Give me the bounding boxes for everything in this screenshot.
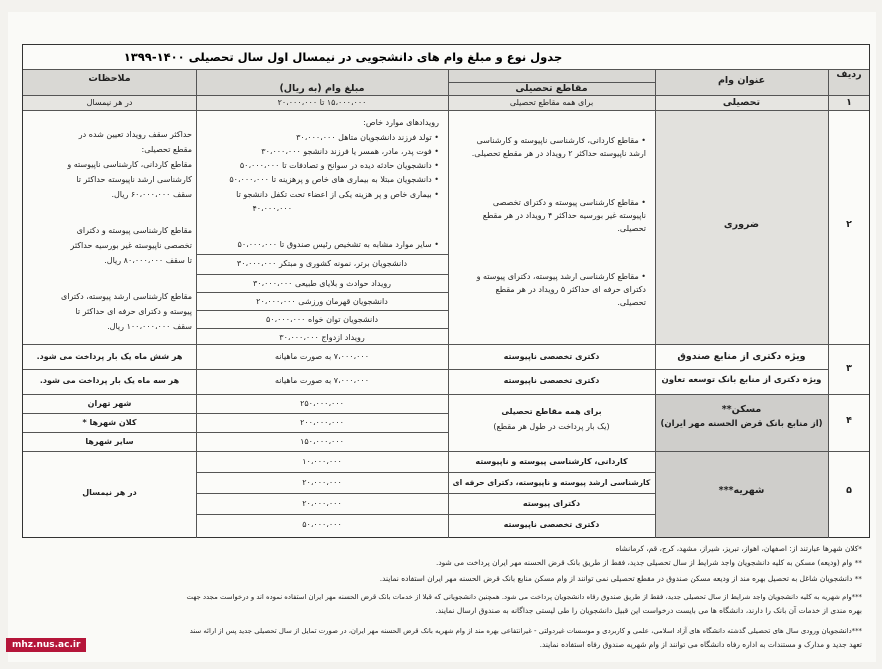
row2-maghate-line: • مقاطع کارشناسی ارشد پیوسته، دکترای پیوسته و: [476, 272, 646, 281]
line-sub-r2-2: [196, 274, 448, 275]
line-row3a-bottom: [23, 369, 828, 370]
row4-maghate-title: برای همه مقاطع تحصیلی: [501, 407, 602, 416]
col-line-onvan: [655, 69, 656, 538]
header-maghate: مقاطع تحصیلی: [515, 83, 588, 94]
row4-mablagh: ۲۰۰،۰۰۰،۰۰۰: [300, 418, 344, 427]
row2-num: ۲: [846, 219, 852, 230]
row2-maghate-line: • مقاطع کاردانی، کارشناسی ناپیوسته و کارشناسی: [476, 136, 646, 145]
col-line-radif: [828, 69, 829, 538]
header-molahezat: ملاحظات: [88, 73, 131, 84]
row5-onvan: شهریه***: [718, 485, 765, 496]
row2-molahezat-line: سقف ۱۰۰،۰۰۰،۰۰۰ ریال.: [107, 322, 192, 331]
row4-molahezat: کلان شهرها *: [82, 418, 137, 427]
row2-maghate-line: تحصیلی.: [617, 298, 646, 307]
line-row3-bottom: [23, 394, 869, 395]
row2-subrow: رویداد حوادث و بلایای طبیعی ۳۰،۰۰۰،۰۰۰: [252, 279, 392, 288]
row2-subrow: دانشجویان قهرمان ورزشی ۲۰،۰۰۰،۰۰۰: [256, 297, 388, 306]
row5-maghate: کارشناسی ارشد پیوسته و ناپیوسته، دکترای حرفه ای: [452, 478, 651, 487]
row2-molahezat-line: مقاطع کارشناسی ارشد پیوسته، دکترای: [60, 292, 192, 301]
line-row1-bottom: [23, 110, 869, 111]
row5-mablagh: ۲۰،۰۰۰،۰۰۰: [302, 499, 342, 508]
row1-molahezat: در هر نیمسال: [86, 98, 133, 107]
row2-mablagh-item: • فوت پدر، مادر، همسر یا فرزند دانشجو ۳۰،۰۰۰،۰۰۰: [261, 147, 439, 156]
row4-molahezat: سایر شهرها: [85, 437, 134, 446]
row5-mablagh: ۵۰،۰۰۰،۰۰۰: [302, 520, 342, 529]
row5-num: ۵: [846, 485, 852, 496]
row2-maghate-line: دکترای حرفه ای حداکثر ۵ رویداد در هر مقطع: [495, 285, 646, 294]
row2-mablagh-item: • دانشجویان مبتلا به بیماری های خاص و پرهزینه تا ۵۰،۰۰۰،۰۰۰: [229, 175, 439, 184]
row2-onvan: ضروری: [723, 219, 760, 230]
row2-mablagh-item: • تولد فرزند دانشجویان متاهل ۳۰،۰۰۰،۰۰۰: [296, 133, 439, 142]
footnote: ** دانشجویان شاغل به تحصیل بهره مند از ودیعه مسکن صندوق در مقطع تحصیلی نمی توانند از وام مسکن منابع بانک قرض الحسنه مهر ایران استفاده نمایند.: [379, 574, 862, 583]
row4-molahezat: شهر تهران: [87, 399, 132, 408]
row5-mablagh: ۱۰،۰۰۰،۰۰۰: [302, 457, 342, 466]
row5-molahezat: در هر نیمسال: [82, 488, 137, 497]
row4-onvan-title: مسکن**: [721, 404, 762, 415]
footnote: ***دانشجویان ورودی سال های تحصیلی گذشته دانشگاه های آزاد اسلامی، علمی و کاربردی و موسسات غیردولتی - غیرانتفاعی بهره مند از وام شهریه بانک قرض الحسنه مهر ایران، در صورت تمایل از سال تحصیلی جدید پس از ارائه سند: [189, 627, 862, 635]
line-sub-r4-2: [23, 432, 448, 433]
row4-maghate-subtitle: (یک بار پرداخت در طول هر مقطع): [493, 422, 610, 431]
row2-maghate-line: تحصیلی.: [617, 224, 646, 233]
row1-onvan: تحصیلی: [722, 97, 761, 108]
line-sub-r2-1: [196, 254, 448, 255]
row2-maghate-line: ناپیوسته غیر بورسیه حداکثر ۴ رویداد در هر مقطع: [482, 211, 646, 220]
row2-mablagh-header: رویدادهای موارد خاص:: [363, 118, 439, 127]
row3a-molahezat: هر شش ماه یک بار پرداخت می شود.: [36, 352, 183, 361]
row2-mablagh-item: • دانشجویان حادثه دیده در سوانح و تصادفات تا ۵۰،۰۰۰،۰۰۰: [239, 161, 439, 170]
site-watermark: mhz.nus.ac.ir: [6, 638, 86, 652]
line-sub-r2-4: [196, 310, 448, 311]
row3b-mablagh: ۷،۰۰۰،۰۰۰ به صورت ماهیانه: [274, 376, 370, 385]
row5-maghate: کاردانی، کارشناسی پیوسته و ناپیوسته: [475, 457, 628, 466]
row2-maghate-line: • مقاطع کارشناسی پیوسته و دکترای تخصصی: [492, 198, 646, 207]
row2-subrow: دانشجویان برتر، نمونه کشوری و مبتکر ۳۰،۰۰۰،۰۰۰: [236, 259, 408, 268]
line-sub-r5-2: [196, 493, 655, 494]
footnote: تعهد جدید و مدارک و مستندات به اداره رفاه دانشگاه می توانند از وام شهریه صندوق رفاه استفاده نمایند.: [539, 640, 862, 649]
row3a-maghate: دکتری تخصصی ناپیوسته: [503, 352, 600, 361]
row4-onvan-subtitle: (از منابع بانک قرض الحسنه مهر ایران): [660, 419, 823, 429]
header-mablagh: مبلغ وام (به ریال): [279, 83, 365, 94]
row3-num: ۳: [846, 363, 852, 374]
row1-maghate: برای همه مقاطع تحصیلی: [509, 98, 594, 107]
footnote: ***وام شهریه به کلیه دانشجویان واجد شرایط از سال تحصیلی جدید، فقط از طریق صندوق رفاه دانشجویان پرداخت می شود. همچنین دانشجویانی که قبلا از خدمات بانک قرض الحسنه مهر ایران استفاده نموده اند و درخواست مجدد جهت: [186, 593, 862, 601]
row2-molahezat-line: تا سقف ۸۰،۰۰۰،۰۰۰ ریال.: [104, 256, 192, 265]
row2-molahezat-line: مقطع تحصیلی:: [141, 145, 192, 154]
row5-maghate: دکتری تخصصی ناپیوسته: [503, 520, 600, 529]
line-sub-r5-1: [196, 472, 655, 473]
footnote: *کلان شهرها عبارتند از: اصفهان، اهواز، تبریز، شیراز، مشهد، کرج، قم، کرمانشاه: [615, 544, 862, 553]
row3a-onvan: ویژه دکتری از منابع صندوق: [677, 351, 806, 362]
row2-mablagh-item: ۴۰،۰۰۰،۰۰۰: [252, 204, 292, 213]
footnote: ** وام (ودیعه) مسکن به کلیه دانشجویان واجد شرایط از سال تحصیلی جدید، فقط از طریق بانک قرض الحسنه مهر ایران پرداخت می شود.: [435, 558, 862, 567]
line-sub-r5-3: [196, 514, 655, 515]
row3b-onvan: ویژه دکتری از منابع بانک توسعه تعاون: [661, 375, 822, 385]
row4-mablagh: ۲۵۰،۰۰۰،۰۰۰: [300, 399, 344, 408]
row2-molahezat-line: سقف ۶۰،۰۰۰،۰۰۰ ریال.: [111, 190, 192, 199]
row2-mablagh-item: • بیماری خاص و پر هزینه یکی از اعضاء تحت تکفل دانشجو تا: [236, 190, 439, 199]
footnote: بهره مندی از خدمات آن بانک را دارند، دانشگاه ها می بایست درخواست این قبیل دانشجویان را طی لیستی جداگانه به صندوق ارسال نمایند.: [435, 606, 862, 615]
row5-maghate: دکترای پیوسته: [522, 499, 581, 508]
line-sub-r2-3: [196, 292, 448, 293]
row1-num: ۱: [846, 97, 852, 108]
row2-subrow: دانشجویان توان خواه ۵۰،۰۰۰،۰۰۰: [265, 315, 379, 324]
row2-molahezat-line: پیوسته و دکترای حرفه ای حداکثر تا: [75, 307, 192, 316]
row4-num: ۴: [846, 415, 852, 426]
row2-maghate-line: ارشد ناپیوسته حداکثر ۲ رویداد در هر مقطع تحصیلی.: [471, 149, 646, 158]
line-sub-r2-5: [196, 328, 448, 329]
line-sub-r4-1: [23, 413, 448, 414]
line-title-bottom: [23, 69, 869, 70]
row2-mablagh-item: • سایر موارد مشابه به تشخیص رئیس صندوق تا ۵۰،۰۰۰،۰۰۰: [237, 240, 439, 249]
row1-mablagh: ۱۵،۰۰۰،۰۰۰ تا ۲۰،۰۰۰،۰۰۰: [277, 98, 367, 107]
row3b-molahezat: هر سه ماه یک بار پرداخت می شود.: [39, 376, 180, 385]
table-title: جدول نوع و مبلغ وام های دانشجویی در نیمسال اول سال تحصیلی ۱۴۰۰-۱۳۹۹: [123, 50, 563, 64]
line-row2-bottom: [23, 344, 869, 345]
row3a-mablagh: ۷،۰۰۰،۰۰۰ به صورت ماهیانه: [274, 352, 370, 361]
row2-molahezat-line: مقاطع کاردانی، کارشناسی ناپیوسته و: [67, 160, 192, 169]
header-radif: ردیف: [836, 69, 862, 80]
row5-mablagh: ۲۰،۰۰۰،۰۰۰: [302, 478, 342, 487]
row3b-maghate: دکتری تخصصی ناپیوسته: [503, 376, 600, 385]
row2-subrow: رویداد ازدواج ۳۰،۰۰۰،۰۰۰: [279, 333, 365, 342]
header-onvan: عنوان وام: [717, 75, 766, 86]
row2-molahezat-line: کارشناسی ارشد ناپیوسته حداکثر تا: [76, 175, 192, 184]
row2-molahezat-line: مقاطع کارشناسی پیوسته و دکترای: [76, 226, 192, 235]
line-row4-bottom: [23, 451, 869, 452]
row2-molahezat-line: تخصصی ناپیوسته غیر بورسیه حداکثر: [70, 241, 192, 250]
row2-molahezat-line: حداکثر سقف رویداد تعیین شده در: [78, 130, 192, 139]
row4-mablagh: ۱۵۰،۰۰۰،۰۰۰: [300, 437, 344, 446]
